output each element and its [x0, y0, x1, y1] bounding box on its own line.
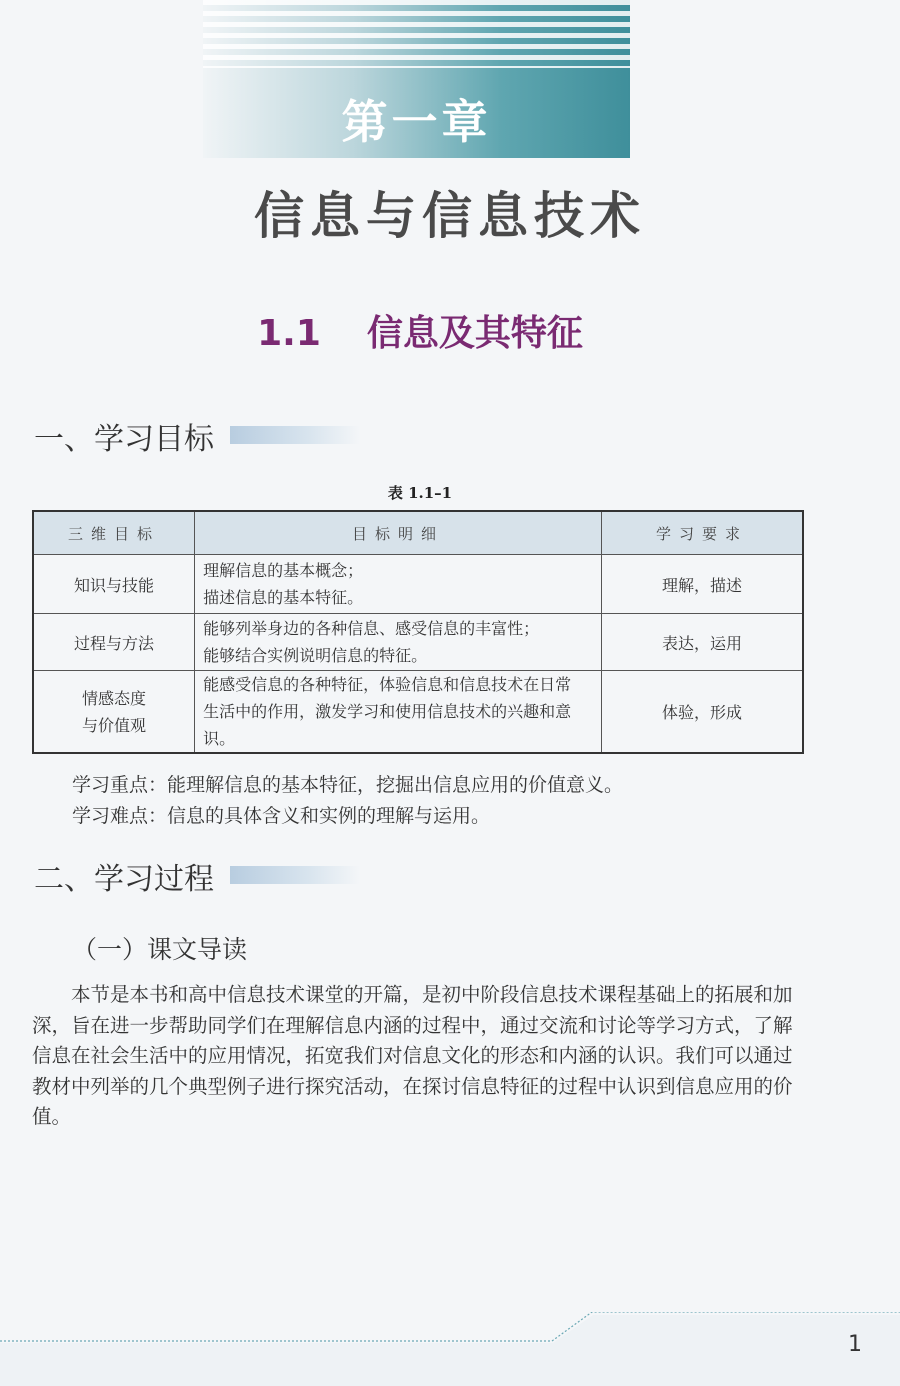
detail-line: 能够结合实例说明信息的特征。: [203, 646, 428, 665]
chapter-banner: [203, 0, 630, 158]
detail-line: 能感受信息的各种特征，体验信息和信息技术在日常: [203, 675, 572, 694]
details-cell: [195, 614, 602, 671]
learning-process-heading: 二、学习过程: [34, 862, 214, 897]
details-cell: [195, 555, 602, 614]
detail-line: 理解信息的基本概念；: [203, 561, 364, 580]
paragraph-line: 以通过教材中列举的几个典型例子进行探究活动，在探讨信息特征的过程中认识到信息: [32, 1044, 793, 1098]
dimension-cell: 过程与方法: [33, 614, 195, 671]
section-heading: [0, 305, 840, 356]
dimension-line: 与价值观: [82, 715, 147, 735]
learning-goals-table: [32, 510, 804, 754]
detail-line: 描述信息的基本特征。: [203, 588, 364, 607]
details-cell: [195, 671, 602, 754]
requirement-cell: 表达，运用: [601, 614, 803, 671]
table-caption: 表 1.1–1: [387, 484, 453, 502]
paragraph-line: 本节是本书和高中信息技术课堂的开篇，是初中阶段信息技术课程基础上的拓展和: [71, 983, 774, 1006]
section-number: 1.1: [257, 313, 321, 354]
heading-decoration-bar: [230, 866, 360, 884]
dimension-line: 情感态度: [82, 688, 147, 708]
learning-goals-heading: 一、学习目标: [34, 422, 214, 457]
detail-line: 识。: [203, 729, 236, 748]
dimension-cell: 知识与技能: [33, 555, 195, 614]
page-number: 1: [848, 1332, 862, 1357]
chapter-label: 第一章: [341, 95, 492, 149]
banner-stripes: [203, 0, 630, 68]
chapter-title: 信息与信息技术: [254, 187, 646, 245]
dimension-cell: [33, 671, 195, 754]
table-header-dimension: 三维目标: [33, 511, 195, 555]
table-header-row: [33, 511, 803, 555]
paragraph-line: 加深，旨在进一步帮助同学们在理解信息内涵的过程中，通过交流和讨论等学习方式，: [32, 983, 793, 1037]
footer-decoration: [0, 1312, 900, 1386]
paragraph-line: 了解信息在社会生活中的应用情况，拓宽我们对信息文化的形态和内涵的认识。我们可: [32, 1013, 793, 1067]
difficult-point: 学习难点：信息的具体含义和实例的理解与运用。: [72, 805, 491, 827]
detail-line: 生活中的作用，激发学习和使用信息技术的兴趣和意: [203, 702, 572, 721]
requirement-cell: 体验，形成: [601, 671, 803, 754]
table-row: [33, 671, 803, 754]
reading-guide-paragraph: [32, 980, 804, 1133]
reading-guide-subheading: （一）课文导读: [72, 935, 248, 964]
requirement-cell: 理解，描述: [601, 555, 803, 614]
table-header-requirement: 学习要求: [601, 511, 803, 555]
heading-decoration-bar: [230, 426, 360, 444]
detail-line: 能够列举身边的各种信息、感受信息的丰富性；: [203, 619, 540, 638]
table-row: [33, 555, 803, 614]
key-point: 学习重点：能理解信息的基本特征，挖掘出信息应用的价值意义。: [72, 774, 624, 796]
paragraph-line: 应用的价值。: [32, 1074, 793, 1128]
section-title: 信息及其特征: [366, 313, 583, 354]
table-row: [33, 614, 803, 671]
table-header-details: 目标明细: [195, 511, 602, 555]
